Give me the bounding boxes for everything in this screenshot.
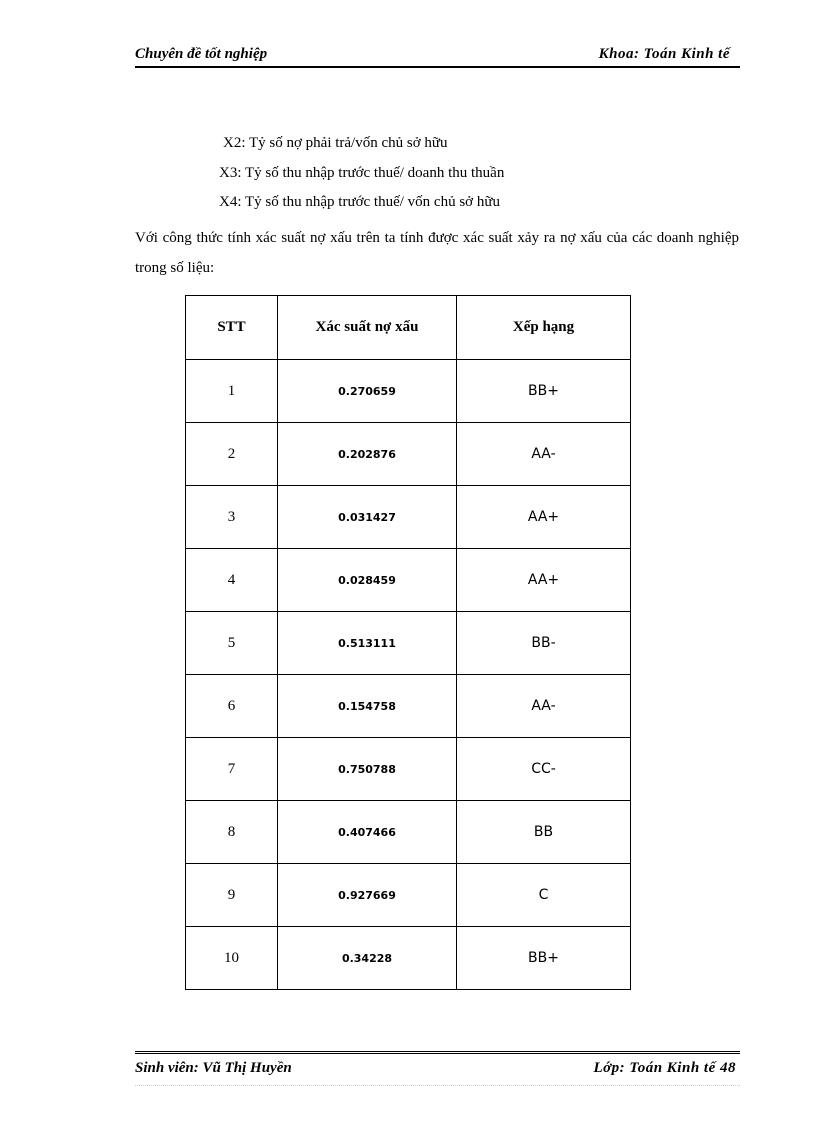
column-header-stt: STT bbox=[186, 296, 278, 360]
cell-rating: BB+ bbox=[457, 360, 631, 423]
cell-stt: 8 bbox=[186, 801, 278, 864]
cell-probability: 0.154758 bbox=[278, 675, 457, 738]
cell-rating: AA+ bbox=[457, 486, 631, 549]
cell-probability: 0.270659 bbox=[278, 360, 457, 423]
cell-stt: 5 bbox=[186, 612, 278, 675]
cell-stt: 3 bbox=[186, 486, 278, 549]
cell-probability: 0.750788 bbox=[278, 738, 457, 801]
cell-rating: AA- bbox=[457, 675, 631, 738]
header-document-title: Chuyên đề tốt nghiệp bbox=[135, 46, 268, 62]
table-row bbox=[186, 549, 631, 612]
page-header bbox=[135, 44, 740, 68]
footer-student-name: Sinh viên: Vũ Thị Huyền bbox=[135, 1060, 292, 1076]
cell-stt: 4 bbox=[186, 549, 278, 612]
cell-probability: 0.202876 bbox=[278, 423, 457, 486]
cell-stt: 7 bbox=[186, 738, 278, 801]
cell-probability: 0.34228 bbox=[278, 927, 457, 990]
footer-divider bbox=[135, 1085, 740, 1086]
cell-probability: 0.028459 bbox=[278, 549, 457, 612]
cell-rating: BB bbox=[457, 801, 631, 864]
variable-x4-line: X4: Tỷ số thu nhập trước thuế/ vốn chủ sở hữu bbox=[219, 194, 500, 210]
cell-rating: BB- bbox=[457, 612, 631, 675]
table-row bbox=[186, 864, 631, 927]
cell-probability: 0.407466 bbox=[278, 801, 457, 864]
table-row bbox=[186, 423, 631, 486]
cell-stt: 1 bbox=[186, 360, 278, 423]
cell-stt: 9 bbox=[186, 864, 278, 927]
column-header-rating: Xếp hạng bbox=[457, 296, 631, 360]
table-row bbox=[186, 612, 631, 675]
cell-rating: AA+ bbox=[457, 549, 631, 612]
page-footer bbox=[135, 1051, 740, 1082]
cell-rating: CC- bbox=[457, 738, 631, 801]
table-row bbox=[186, 486, 631, 549]
cell-rating: C bbox=[457, 864, 631, 927]
footer-class-name: Lớp: Toán Kinh tế 48 bbox=[593, 1060, 736, 1076]
header-faculty: Khoa: Toán Kinh tế bbox=[598, 46, 730, 62]
table-row bbox=[186, 738, 631, 801]
cell-stt: 10 bbox=[186, 927, 278, 990]
cell-probability: 0.513111 bbox=[278, 612, 457, 675]
table-row bbox=[186, 360, 631, 423]
variable-x2-line: X2: Tỷ số nợ phải trả/vốn chủ sở hữu bbox=[223, 135, 448, 151]
cell-rating: BB+ bbox=[457, 927, 631, 990]
table-row bbox=[186, 675, 631, 738]
cell-stt: 2 bbox=[186, 423, 278, 486]
table-header-row bbox=[186, 296, 631, 360]
cell-probability: 0.927669 bbox=[278, 864, 457, 927]
cell-rating: AA- bbox=[457, 423, 631, 486]
default-probability-table bbox=[185, 295, 631, 990]
variable-x3-line: X3: Tỷ số thu nhập trước thuế/ doanh thu thuần bbox=[219, 165, 505, 181]
cell-stt: 6 bbox=[186, 675, 278, 738]
table-row bbox=[186, 801, 631, 864]
column-header-probability: Xác suất nợ xấu bbox=[278, 296, 457, 360]
intro-paragraph: Với công thức tính xác suất nợ xấu trên ta tính được xác suất xảy ra nợ xấu của các doanh nghiệp trong số liệu: bbox=[135, 230, 739, 276]
table-row bbox=[186, 927, 631, 990]
cell-probability: 0.031427 bbox=[278, 486, 457, 549]
